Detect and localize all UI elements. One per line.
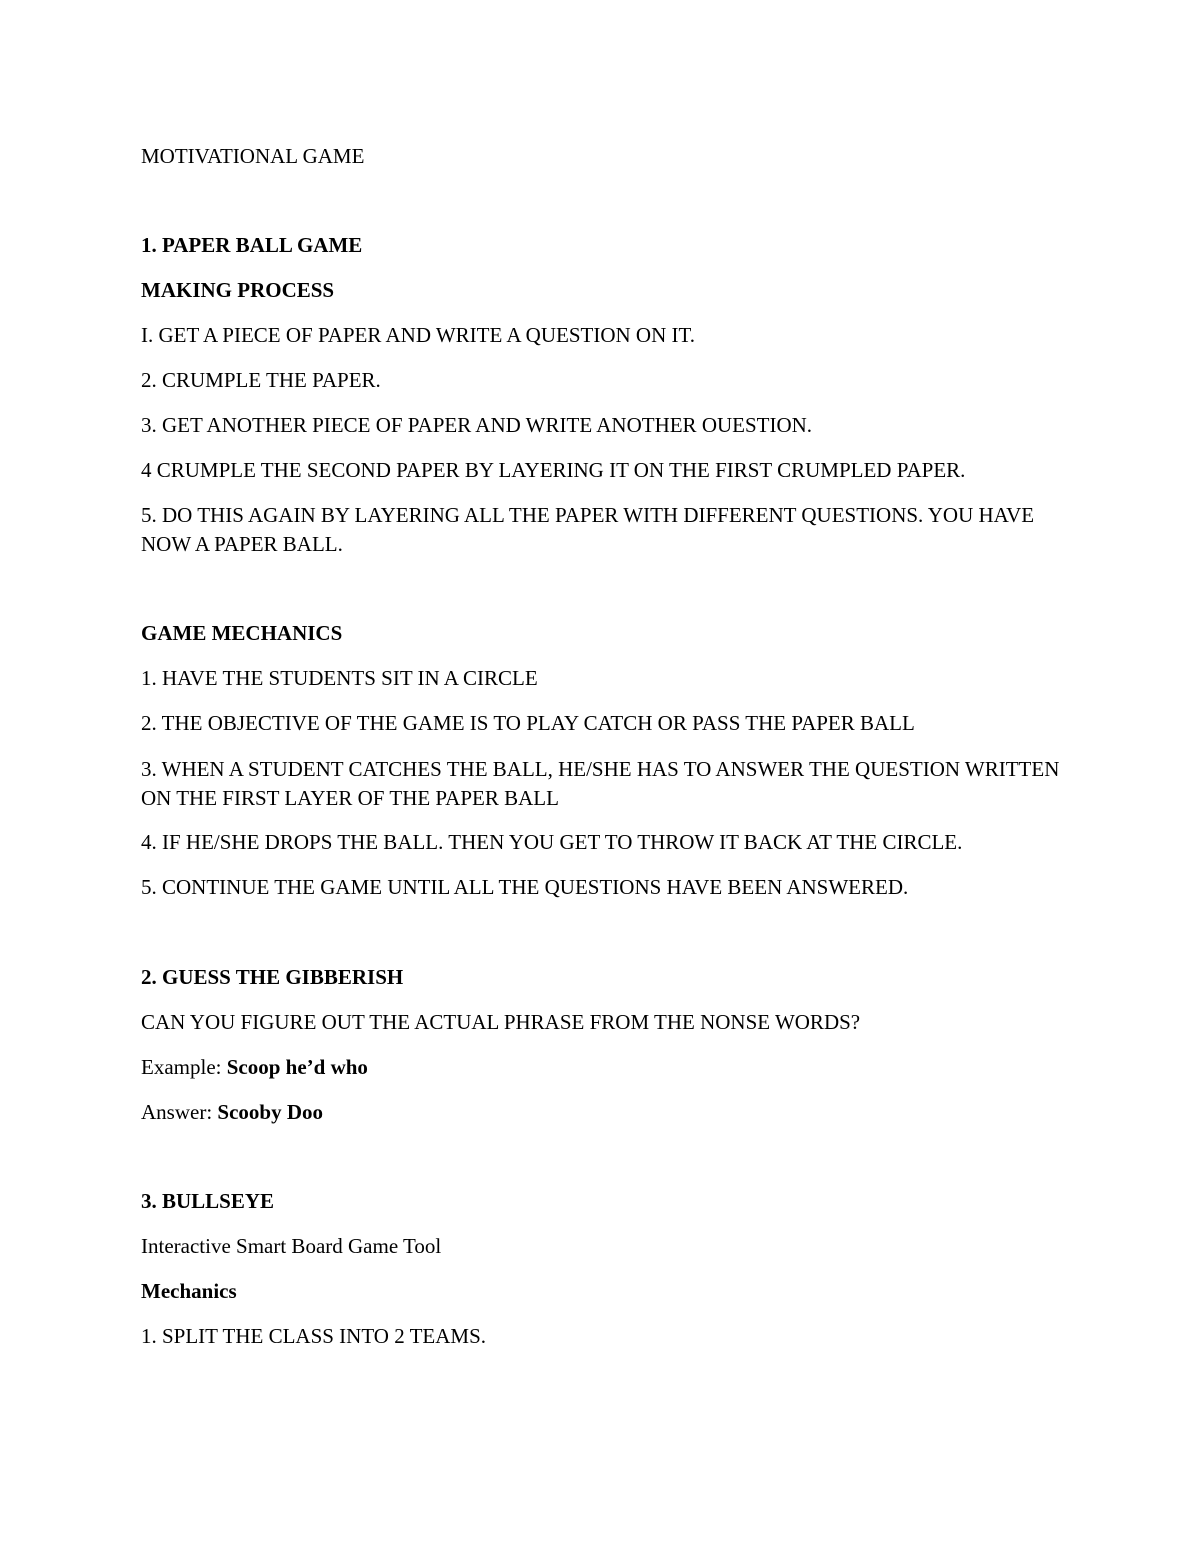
example-value: Scoop he’d who [226,1055,368,1079]
section-2-heading: 2. GUESS THE GIBBERISH [141,965,404,989]
answer-value: Scooby Doo [217,1100,324,1124]
bullseye-step: 1. SPLIT THE CLASS INTO 2 TEAMS. [141,1324,486,1348]
bullseye-subtitle: Interactive Smart Board Game Tool [141,1234,442,1258]
mechanics-step: 4. IF HE/SHE DROPS THE BALL. THEN YOU GET TO THROW IT BACK AT THE CIRCLE. [141,830,963,854]
example-line [141,1053,1071,1082]
making-step: 3. GET ANOTHER PIECE OF PAPER AND WRITE ANOTHER OUESTION. [141,413,813,437]
document-title: MOTIVATIONAL GAME [141,144,365,168]
answer-label: Answer: [141,1100,218,1124]
answer-line [141,1098,1071,1127]
making-process-heading: MAKING PROCESS [141,278,335,302]
gibberish-prompt: CAN YOU FIGURE OUT THE ACTUAL PHRASE FROM THE NONSE WORDS? [141,1010,861,1034]
making-step: 5. DO THIS AGAIN BY LAYERING ALL THE PAPER WITH DIFFERENT QUESTIONS. YOU HAVE NOW A PAPER BALL. [141,503,1035,556]
game-mechanics-heading: GAME MECHANICS [141,621,343,645]
mechanics-step: 5. CONTINUE THE GAME UNTIL ALL THE QUESTIONS HAVE BEEN ANSWERED. [141,875,909,899]
mechanics-step: 1. HAVE THE STUDENTS SIT IN A CIRCLE [141,666,538,690]
making-step: 2. CRUMPLE THE PAPER. [141,368,381,392]
bullseye-mechanics-heading: Mechanics [141,1279,237,1303]
section-3-heading: 3. BULLSEYE [141,1189,275,1213]
making-step: I. GET A PIECE OF PAPER AND WRITE A QUESTION ON IT. [141,323,696,347]
mechanics-step: 3. WHEN A STUDENT CATCHES THE BALL, HE/SHE HAS TO ANSWER THE QUESTION WRITTEN ON THE FIRST LAYER OF THE PAPER BALL [141,757,1060,810]
example-label: Example: [141,1055,227,1079]
section-1-heading: 1. PAPER BALL GAME [141,233,363,257]
mechanics-step: 2. THE OBJECTIVE OF THE GAME IS TO PLAY CATCH OR PASS THE PAPER BALL [141,711,915,735]
making-step: 4 CRUMPLE THE SECOND PAPER BY LAYERING IT ON THE FIRST CRUMPLED PAPER. [141,458,966,482]
